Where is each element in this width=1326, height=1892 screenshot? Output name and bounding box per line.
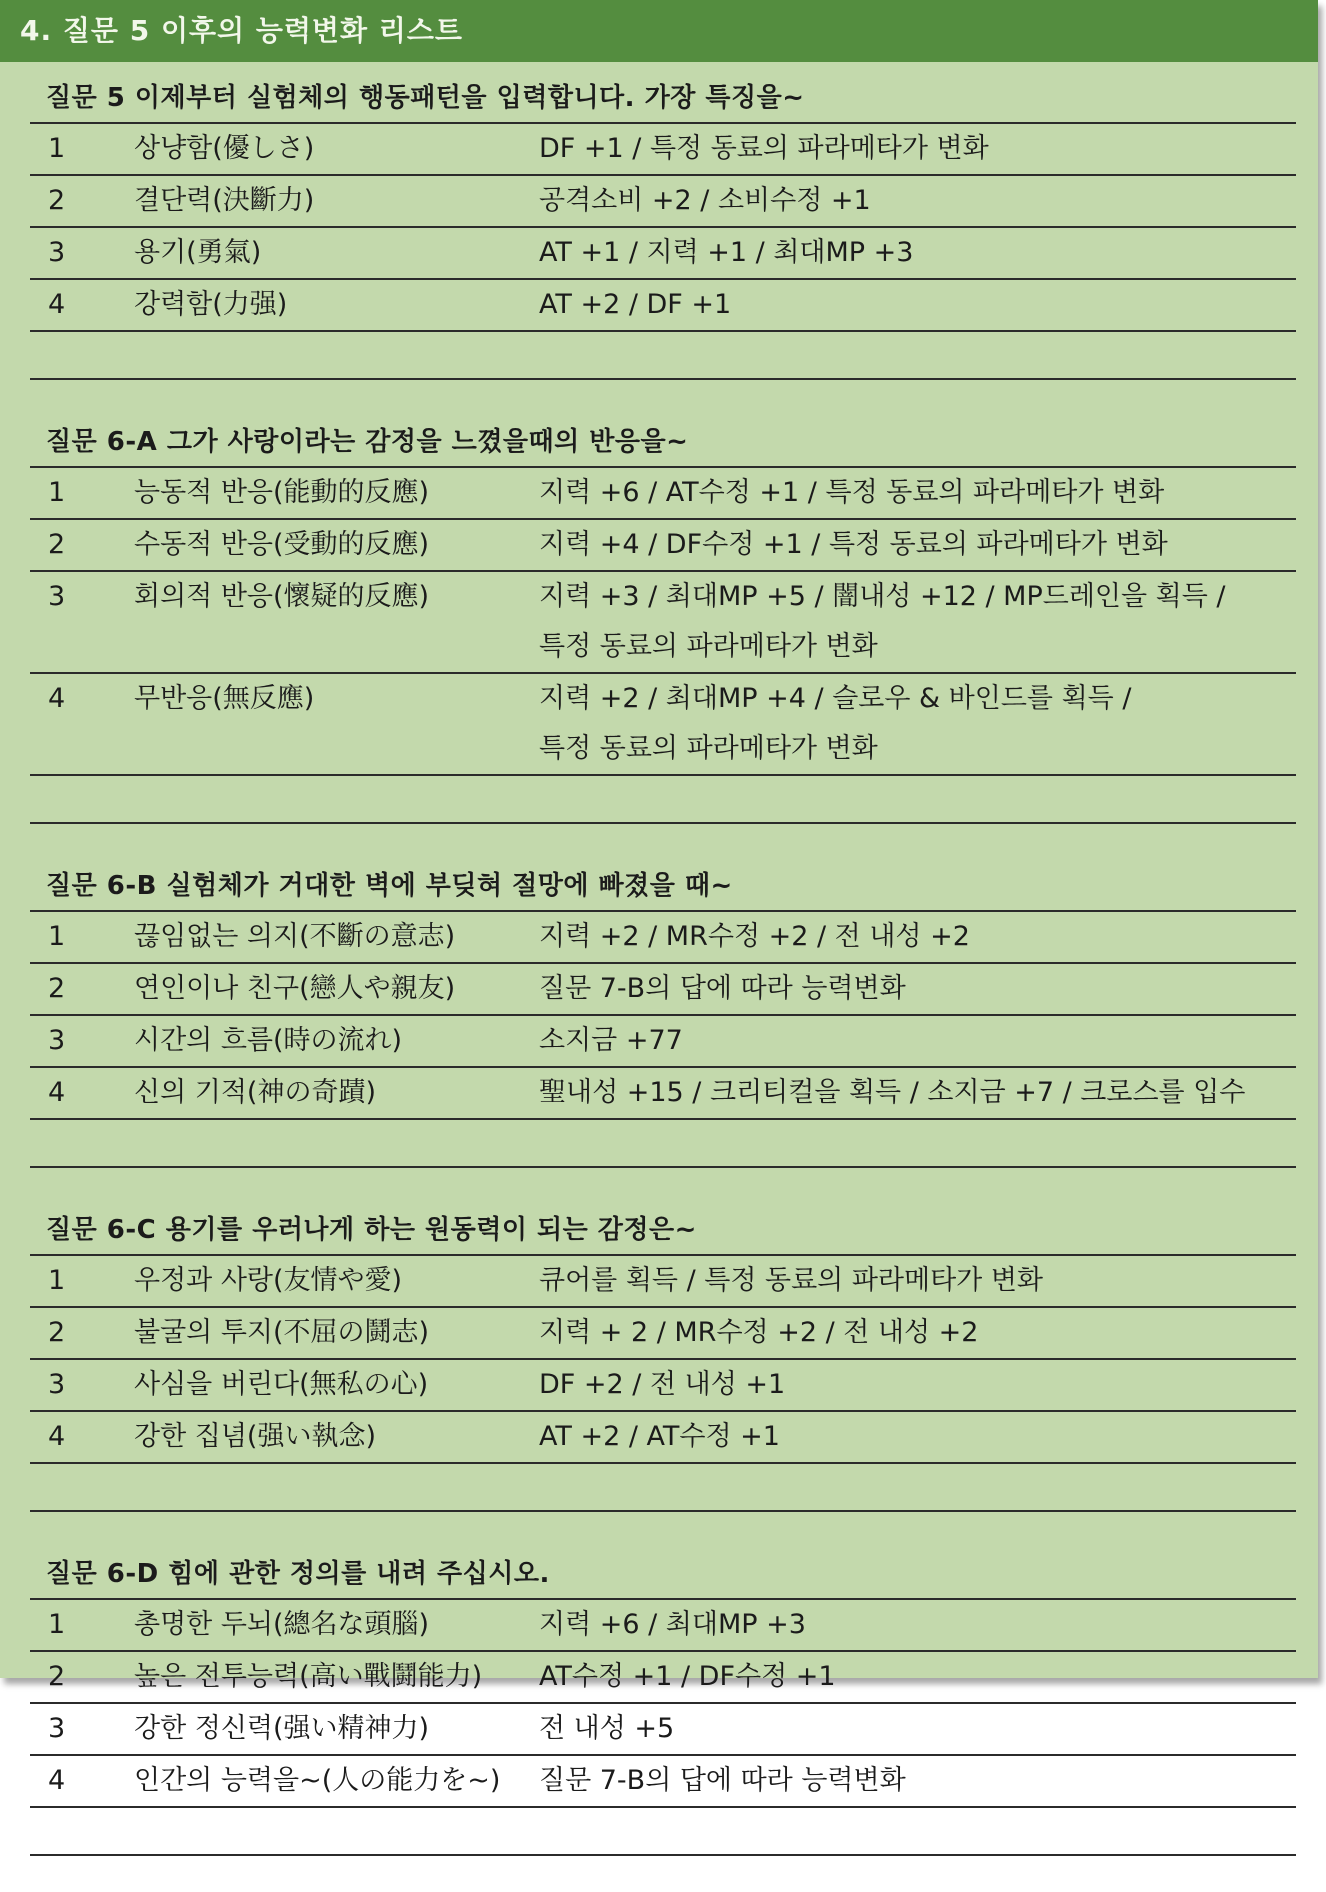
answer-row [30,1360,1296,1412]
answer-option: 불굴의 투지(不屈の鬪志) [134,1317,430,1348]
answer-effect [539,674,1296,774]
question-section [30,416,1296,824]
answer-number: 2 [48,1317,66,1348]
answer-effect [539,572,1296,672]
question-section [30,1548,1296,1856]
answer-number: 3 [48,1025,66,1056]
answer-number: 1 [48,1265,66,1296]
answer-option: 능동적 반응(能動的反應) [134,477,430,508]
list-title: 4. 질문 5 이후의 능력변화 리스트 [0,0,1318,62]
effect-line: 지력 +2 / 최대MP +4 / 슬로우 & 바인드를 획득 / [539,683,1132,714]
effect-line: 질문 7-B의 답에 따라 능력변화 [539,1765,906,1796]
question-header: 질문 6-B 실험체가 거대한 벽에 부딪혀 절망에 빠졌을 때~ [30,860,1296,912]
effect-line: DF +1 / 특정 동료의 파라메타가 변화 [539,133,989,164]
section-divider [30,776,1296,824]
question-section [30,1204,1296,1512]
effect-line: 소지금 +77 [539,1025,683,1056]
answer-row [30,1412,1296,1464]
effect-line: 지력 +6 / 최대MP +3 [539,1609,806,1640]
effect-line: AT +1 / 지력 +1 / 최대MP +3 [539,237,914,268]
question-header: 질문 6-C 용기를 우러나게 하는 원동력이 되는 감정은~ [30,1204,1296,1256]
answer-option: 상냥함(優しさ) [134,133,315,164]
answer-number: 2 [48,529,66,560]
answer-number: 2 [48,185,66,216]
answer-number: 4 [48,289,66,320]
effect-line: 큐어를 획득 / 특정 동료의 파라메타가 변화 [539,1265,1043,1296]
answer-option: 결단력(決斷力) [134,185,315,216]
answer-row [30,176,1296,228]
answer-option: 총명한 두뇌(總名な頭腦) [134,1609,430,1640]
answer-option: 시간의 흐름(時の流れ) [134,1025,403,1056]
answer-number: 3 [48,581,66,612]
effect-line: AT수정 +1 / DF수정 +1 [539,1661,836,1692]
answer-option: 높은 전투능력(高い戰鬪能力) [134,1661,483,1692]
answer-row [30,1068,1296,1120]
effect-line: 지력 + 2 / MR수정 +2 / 전 내성 +2 [539,1317,979,1348]
question-section [30,72,1296,380]
question-header: 질문 6-D 힘에 관한 정의를 내려 주십시오. [30,1548,1296,1600]
answer-row [30,1600,1296,1652]
question-header: 질문 5 이제부터 실험체의 행동패턴을 입력합니다. 가장 특징을~ [30,72,1296,124]
question-section [30,860,1296,1168]
effect-line: 지력 +3 / 최대MP +5 / 闇내성 +12 / MP드레인을 획득 / [539,581,1226,612]
answer-row [30,912,1296,964]
answer-effect [539,1256,1296,1306]
effect-line: 특정 동료의 파라메타가 변화 [539,733,878,764]
answer-row [30,1652,1296,1704]
answer-effect [539,1016,1296,1066]
answer-effect [539,1600,1296,1650]
answer-effect [539,468,1296,518]
effect-line: 聖내성 +15 / 크리티컬을 획득 / 소지금 +7 / 크로스를 입수 [539,1077,1246,1108]
answer-effect [539,176,1296,226]
answer-effect [539,1068,1296,1118]
answer-effect [539,1308,1296,1358]
answer-row [30,1308,1296,1360]
answer-number: 1 [48,477,66,508]
answer-number: 2 [48,1661,66,1692]
effect-line: 특정 동료의 파라메타가 변화 [539,631,878,662]
answer-option: 강한 정신력(强い精神力) [134,1713,430,1744]
answer-row [30,280,1296,332]
answer-number: 3 [48,1713,66,1744]
answer-effect [539,124,1296,174]
answer-row [30,1756,1296,1808]
section-divider [30,1464,1296,1512]
answer-option: 용기(勇氣) [134,237,262,268]
effect-line: DF +2 / 전 내성 +1 [539,1369,786,1400]
effect-line: 질문 7-B의 답에 따라 능력변화 [539,973,906,1004]
answer-effect [539,1360,1296,1410]
answer-number: 1 [48,921,66,952]
answer-effect [539,1756,1296,1806]
answer-row [30,124,1296,176]
effect-line: AT +2 / AT수정 +1 [539,1421,780,1452]
answer-row [30,674,1296,776]
answer-number: 3 [48,237,66,268]
section-divider [30,332,1296,380]
answer-option: 연인이나 친구(戀人や親友) [134,973,456,1004]
effect-line: 공격소비 +2 / 소비수정 +1 [539,185,871,216]
question-list [30,72,1296,1892]
effect-line: AT +2 / DF +1 [539,289,732,320]
answer-option: 신의 기적(神の奇蹟) [134,1077,376,1108]
answer-option: 무반응(無反應) [134,683,315,714]
answer-option: 강력함(力强) [134,289,288,320]
answer-option: 강한 집념(强い執念) [134,1421,376,1452]
answer-effect [539,228,1296,278]
section-divider [30,1808,1296,1856]
answer-number: 4 [48,683,66,714]
answer-option: 끊임없는 의지(不斷の意志) [134,921,456,952]
answer-option: 우정과 사랑(友情や愛) [134,1265,403,1296]
section-divider [30,1120,1296,1168]
answer-option: 회의적 반응(懷疑的反應) [134,581,430,612]
answer-row [30,468,1296,520]
answer-effect [539,1652,1296,1702]
answer-option: 인간의 능력을~(人の能力を~) [134,1765,501,1796]
effect-line: 지력 +2 / MR수정 +2 / 전 내성 +2 [539,921,970,952]
answer-row [30,1016,1296,1068]
answer-row [30,520,1296,572]
answer-effect [539,280,1296,330]
answer-number: 1 [48,1609,66,1640]
answer-row [30,964,1296,1016]
answer-row [30,1704,1296,1756]
answer-number: 3 [48,1369,66,1400]
answer-number: 1 [48,133,66,164]
answer-number: 2 [48,973,66,1004]
answer-option: 수동적 반응(受動的反應) [134,529,430,560]
answer-row [30,572,1296,674]
answer-row [30,228,1296,280]
answer-number: 4 [48,1077,66,1108]
answer-number: 4 [48,1421,66,1452]
answer-effect [539,1704,1296,1754]
question-header: 질문 6-A 그가 사랑이라는 감정을 느꼈을때의 반응을~ [30,416,1296,468]
answer-number: 4 [48,1765,66,1796]
answer-effect [539,1412,1296,1462]
answer-effect [539,520,1296,570]
answer-effect [539,964,1296,1014]
answer-option: 사심을 버린다(無私の心) [134,1369,429,1400]
answer-row [30,1256,1296,1308]
effect-line: 전 내성 +5 [539,1713,675,1744]
effect-line: 지력 +4 / DF수정 +1 / 특정 동료의 파라메타가 변화 [539,529,1168,560]
effect-line: 지력 +6 / AT수정 +1 / 특정 동료의 파라메타가 변화 [539,477,1165,508]
answer-effect [539,912,1296,962]
